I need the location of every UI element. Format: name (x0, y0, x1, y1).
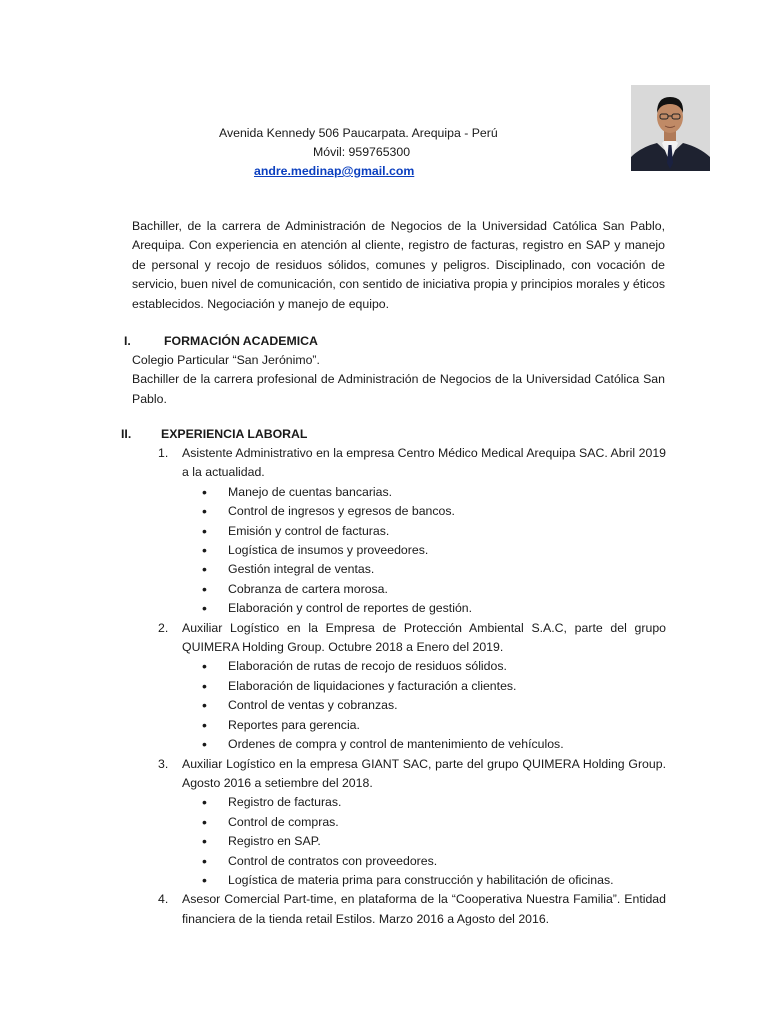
task-text: Reportes para gerencia. (228, 717, 360, 732)
section-label: FORMACIÓN ACADEMICA (164, 334, 318, 348)
email-link[interactable]: andre.medinap@gmail.com (254, 164, 415, 178)
experience-description: Auxiliar Logístico en la Empresa de Protección Ambiental S.A.C, parte del grupo QUIMERA Holding Group. Octubre 2018 a Enero del 2019. (182, 620, 666, 655)
education-school: Colegio Particular “San Jerónimo”. (132, 353, 320, 367)
bullet-icon: • (202, 833, 207, 850)
experience-item (158, 890, 666, 929)
task-text: Elaboración de rutas de recojo de residuos sólidos. (228, 659, 507, 674)
bullet-icon: • (202, 580, 207, 597)
task-text: Control de ingresos y egresos de bancos. (228, 504, 455, 519)
experience-item (158, 755, 666, 891)
experience-description: Asistente Administrativo en la empresa Centro Médico Medical Arequipa SAC. Abril 2019 a la actualidad. (182, 446, 666, 480)
task-item (182, 871, 666, 890)
task-text: Control de compras. (228, 814, 339, 829)
bullet-icon: • (202, 561, 207, 578)
task-text: Ordenes de compra y control de mantenimiento de vehículos. (228, 737, 564, 752)
education-degree: Bachiller de la carrera profesional de Administración de Negocios de la Universidad Católica San Pablo. (132, 372, 665, 406)
bullet-icon: • (202, 871, 207, 888)
task-item (182, 599, 666, 618)
profile-summary: Bachiller, de la carrera de Administración de Negocios de la Universidad Católica San Pablo, Arequipa. Con experiencia en atención al cliente, registro de facturas, registro en SAP y manejo de personal y recojo de residuos sólidos, comunes y peligros. Disciplinado, con vocación de servicio, buen nivel de comunicación, con sentido de iniciativa propia y principios morales y éticos establecidos. Negociación y manejo de equipo. (132, 219, 665, 311)
bullet-icon: • (202, 716, 207, 733)
task-text: Elaboración de liquidaciones y facturación a clientes. (228, 678, 517, 693)
bullet-icon: • (202, 813, 207, 830)
task-item (182, 852, 666, 871)
phone-text: Móvil: 959765300 (313, 145, 411, 159)
bullet-icon: • (202, 677, 207, 694)
task-item (182, 541, 666, 560)
education-block (132, 351, 665, 409)
bullet-icon: • (202, 503, 207, 520)
bullet-icon: • (202, 736, 207, 753)
task-text: Logística de insumos y proveedores. (228, 543, 429, 558)
bullet-icon: • (202, 542, 207, 559)
section-number: I. (124, 334, 131, 348)
task-list (182, 793, 666, 890)
section-title-education (124, 332, 318, 351)
task-item (182, 716, 666, 735)
bullet-icon: • (202, 522, 207, 539)
profile-photo (631, 85, 710, 171)
task-item (182, 522, 666, 541)
bullet-icon: • (202, 483, 207, 500)
task-text: Logística de materia prima para construcción y habilitación de oficinas. (228, 872, 614, 887)
task-item (182, 696, 666, 715)
task-text: Control de contratos con proveedores. (228, 853, 438, 868)
task-item (182, 580, 666, 599)
task-item (182, 483, 666, 502)
bullet-icon: • (202, 697, 207, 714)
experience-description: Asesor Comercial Part-time, en plataforma de la “Cooperativa Nuestra Familia”. Entidad financiera de la tienda retail Estilos. Marzo 2016 a Agosto del 2016. (182, 892, 666, 926)
experience-number: 4. (158, 892, 169, 907)
task-text: Gestión integral de ventas. (228, 562, 375, 577)
task-item (182, 560, 666, 579)
task-item (182, 793, 666, 812)
task-item (182, 735, 666, 754)
task-item (182, 677, 666, 696)
experience-list (158, 444, 666, 929)
bullet-icon: • (202, 658, 207, 675)
task-text: Cobranza de cartera morosa. (228, 581, 388, 596)
experience-number: 1. (158, 446, 169, 460)
experience-description: Auxiliar Logístico en la empresa GIANT SAC, parte del grupo QUIMERA Holding Group. Agosto 2016 a setiembre del 2018. (182, 756, 666, 790)
section-title-experience (121, 425, 307, 444)
task-item (182, 502, 666, 521)
task-text: Manejo de cuentas bancarias. (228, 484, 393, 499)
task-list (182, 657, 666, 754)
task-text: Registro en SAP. (228, 834, 321, 849)
section-number: II. (121, 427, 132, 441)
task-text: Elaboración y control de reportes de gestión. (228, 601, 473, 616)
address-text: Avenida Kennedy 506 Paucarpata. Arequipa - Perú (219, 126, 498, 140)
bullet-icon: • (202, 852, 207, 869)
task-item (182, 832, 666, 851)
task-text: Control de ventas y cobranzas. (228, 698, 398, 713)
task-item (182, 657, 666, 676)
task-text: Emisión y control de facturas. (228, 523, 390, 538)
bullet-icon: • (202, 600, 207, 617)
bullet-icon: • (202, 794, 207, 811)
section-label: EXPERIENCIA LABORAL (161, 427, 308, 441)
task-text: Registro de facturas. (228, 795, 342, 810)
task-list (182, 483, 666, 619)
experience-item (158, 444, 666, 619)
experience-number: 2. (158, 620, 169, 635)
task-item (182, 813, 666, 832)
experience-number: 3. (158, 756, 169, 771)
experience-item (158, 619, 666, 755)
